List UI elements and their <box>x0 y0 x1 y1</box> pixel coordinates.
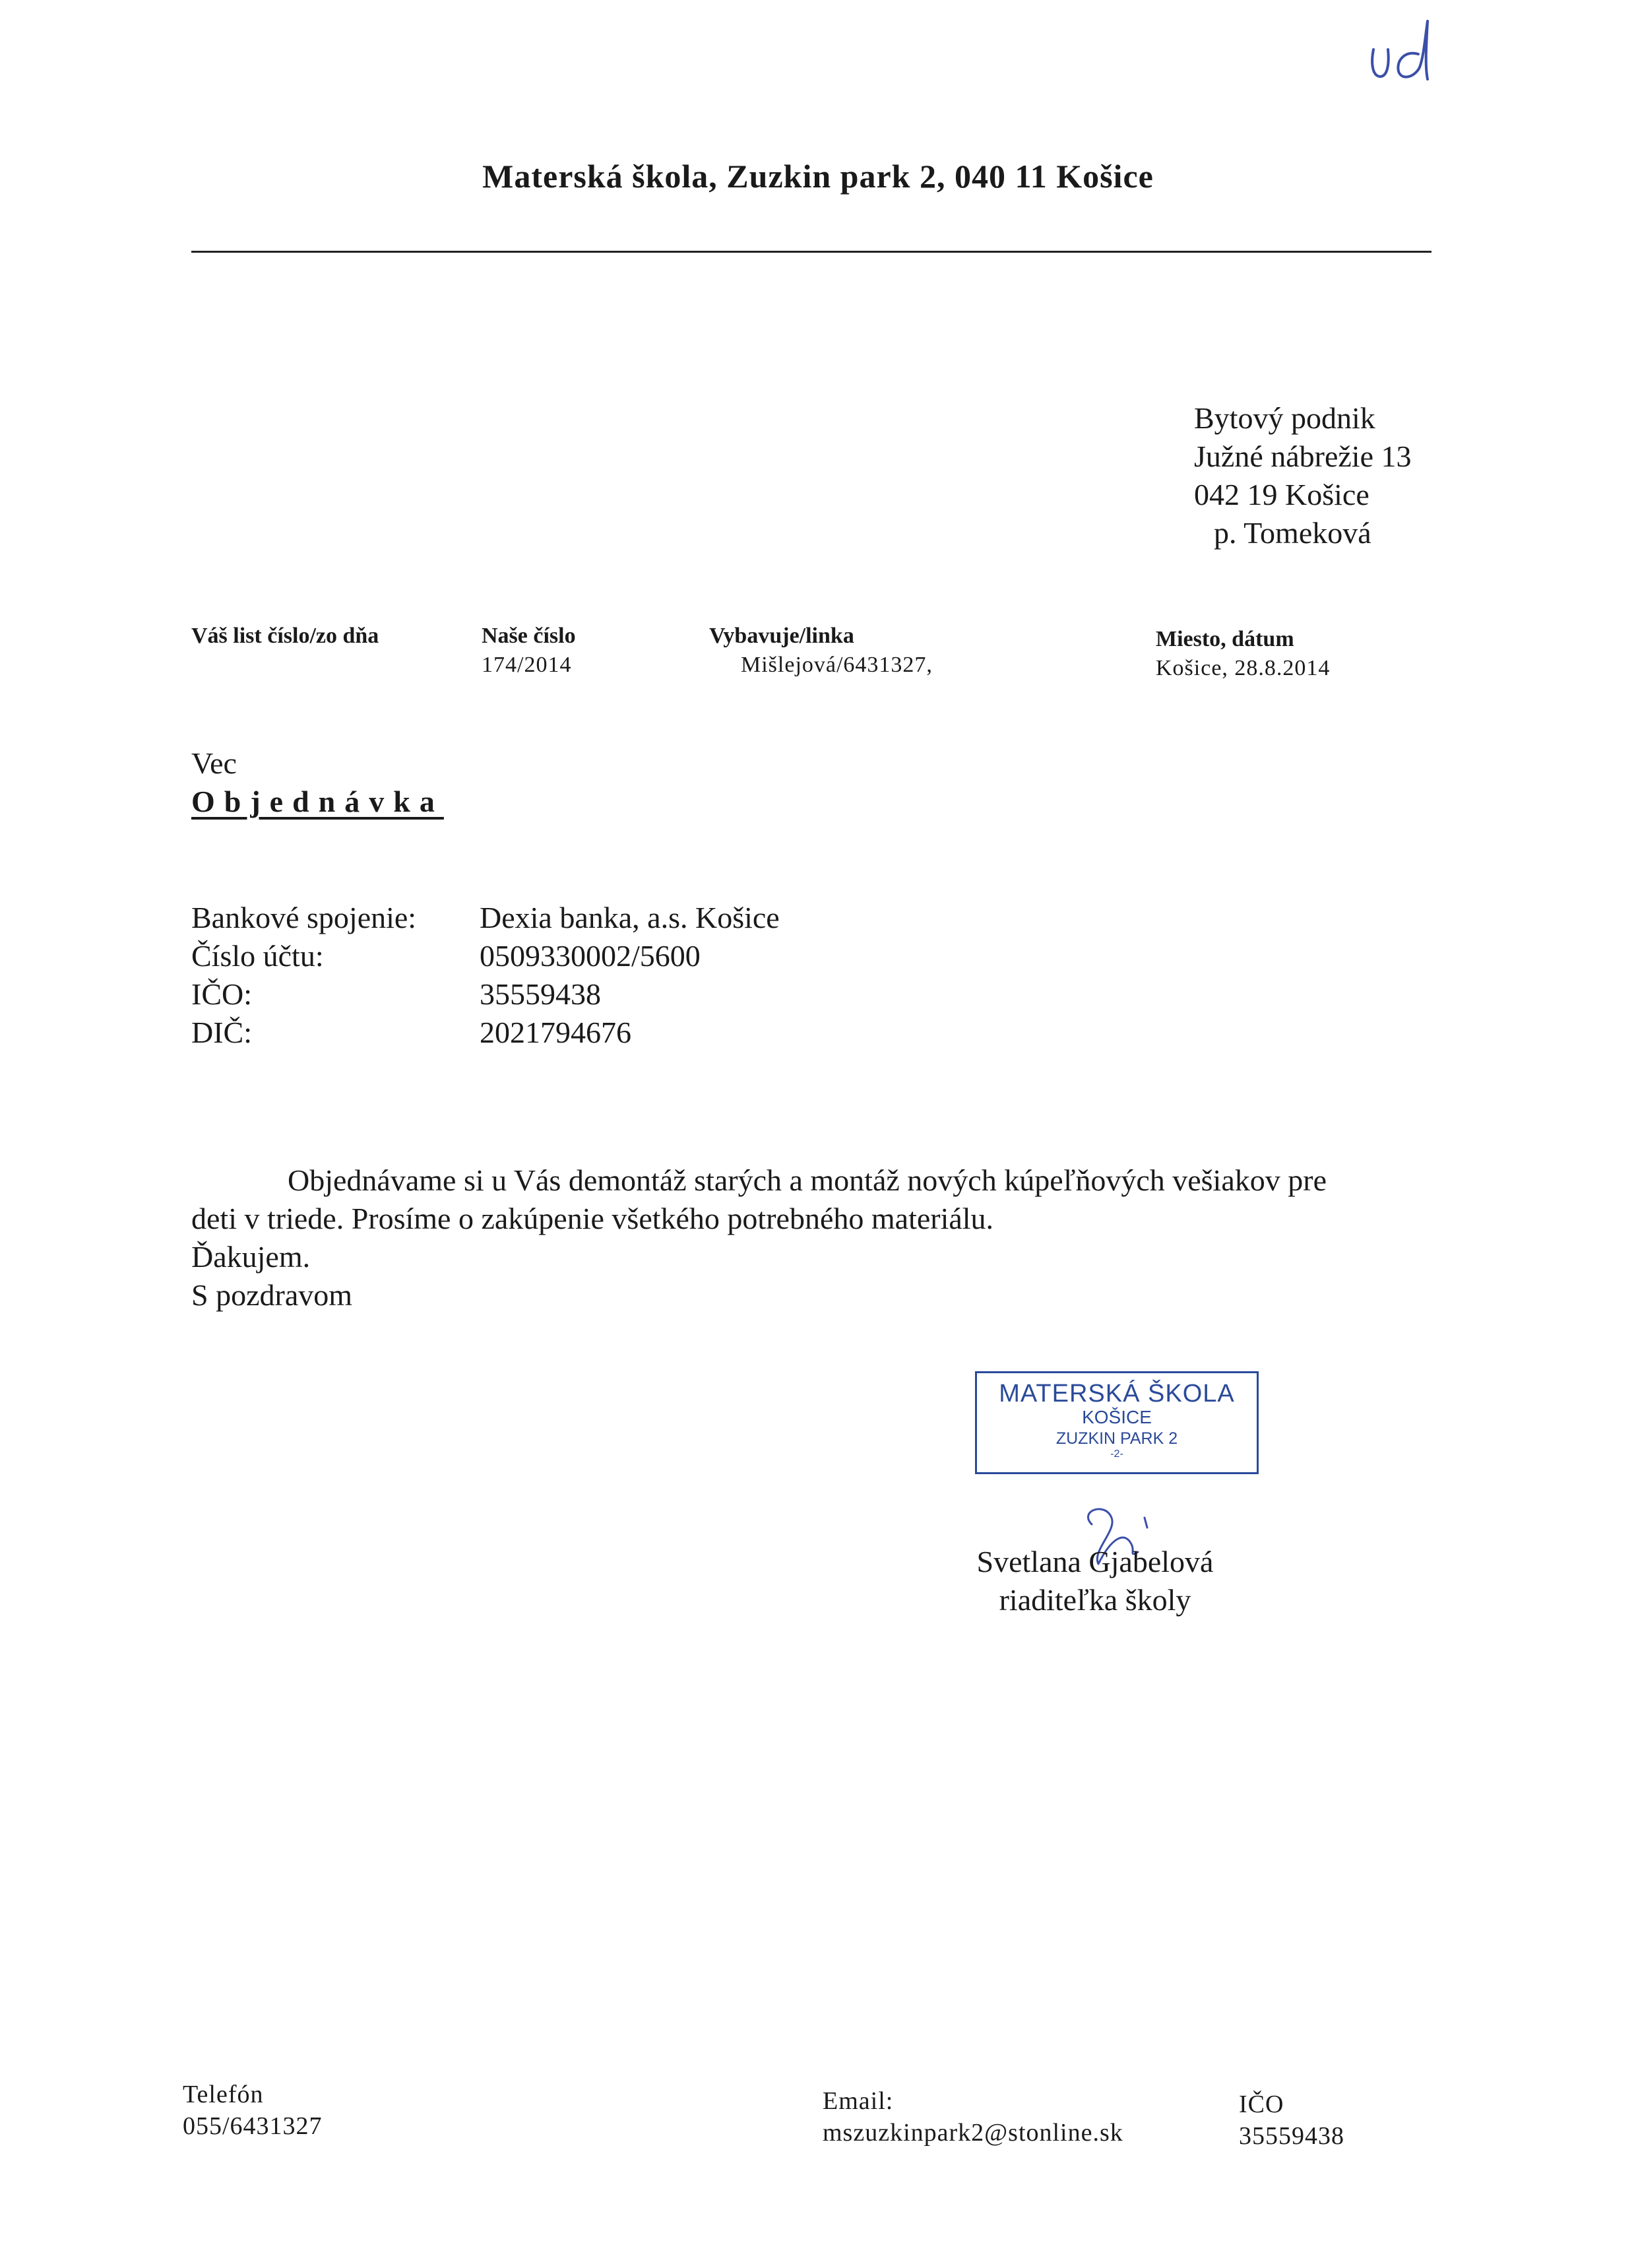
subject-label: Vec <box>191 746 237 780</box>
recipient-line: p. Tomeková <box>1214 516 1371 550</box>
stamp-line: -2- <box>1110 1448 1123 1460</box>
body-paragraph-line: Objednávame si u Vás demontáž starých a montáž nových kúpeľňových vešiakov pre <box>288 1163 1327 1197</box>
recipient-line: Južné nábrežie 13 <box>1194 439 1412 473</box>
email-label: Email: <box>823 2087 894 2115</box>
footer-email <box>823 2085 1123 2149</box>
subject-value: Objednávka <box>191 785 444 818</box>
stamp-line: KOŠICE <box>1082 1407 1152 1427</box>
handled-by-value: Mišlejová/6431327, <box>741 653 933 677</box>
dic-label: DIČ: <box>191 1016 252 1049</box>
ico-label: IČO: <box>191 977 252 1011</box>
footer-ico-label: IČO <box>1239 2090 1284 2118</box>
body-closing: S pozdravom <box>191 1278 353 1312</box>
footer-ico <box>1239 2089 1344 2152</box>
bank-label: Bankové spojenie: <box>191 901 417 934</box>
account-label: Číslo účtu: <box>191 939 324 973</box>
phone-value: 055/6431327 <box>183 2112 323 2140</box>
stamp-line: ZUZKIN PARK 2 <box>1055 1429 1178 1448</box>
recipient-line: Bytový podnik <box>1194 401 1375 435</box>
dic-value: 2021794676 <box>480 1016 631 1049</box>
handwritten-initials <box>1359 13 1458 92</box>
your-letter-label: Váš list číslo/zo dňa <box>191 624 379 648</box>
ico-value: 35559438 <box>480 977 601 1011</box>
handled-by-ref <box>709 624 933 678</box>
your-letter-ref <box>191 624 379 649</box>
place-date-ref <box>1156 627 1330 681</box>
signer-name: Svetlana Gjabelová <box>976 1545 1214 1578</box>
recipient-address <box>1194 399 1412 552</box>
bank-value: Dexia banka, a.s. Košice <box>480 901 780 934</box>
handled-by-label: Vybavuje/linka <box>709 624 854 648</box>
body-thanks: Ďakujem. <box>191 1240 311 1274</box>
stamp-line: MATERSKÁ ŠKOLA <box>999 1380 1235 1408</box>
body-paragraph-line: deti v triede. Prosíme o zakúpenie všetkého potrebného materiálu. <box>191 1202 994 1235</box>
letter-body <box>191 1161 1432 1314</box>
phone-label: Telefón <box>183 2081 264 2108</box>
header-divider <box>191 251 1432 253</box>
footer-phone <box>183 2079 323 2142</box>
email-value: mszuzkinpark2@stonline.sk <box>823 2119 1123 2147</box>
recipient-line: 042 19 Košice <box>1194 478 1369 511</box>
bank-values <box>480 899 780 1052</box>
place-date-value: Košice, 28.8.2014 <box>1156 656 1331 680</box>
school-title: Materská škola, Zuzkin park 2, 040 11 Košice <box>482 158 1154 195</box>
footer-ico-value: 35559438 <box>1239 2122 1344 2150</box>
signer-title: riaditeľka školy <box>999 1583 1191 1617</box>
place-date-label: Miesto, dátum <box>1156 627 1294 651</box>
our-number-ref <box>482 624 576 678</box>
bank-labels <box>191 899 416 1052</box>
our-number-value: 174/2014 <box>482 653 572 677</box>
school-stamp <box>975 1371 1259 1474</box>
account-value: 0509330002/5600 <box>480 939 701 973</box>
our-number-label: Naše číslo <box>482 624 576 648</box>
signer-block <box>957 1543 1234 1619</box>
